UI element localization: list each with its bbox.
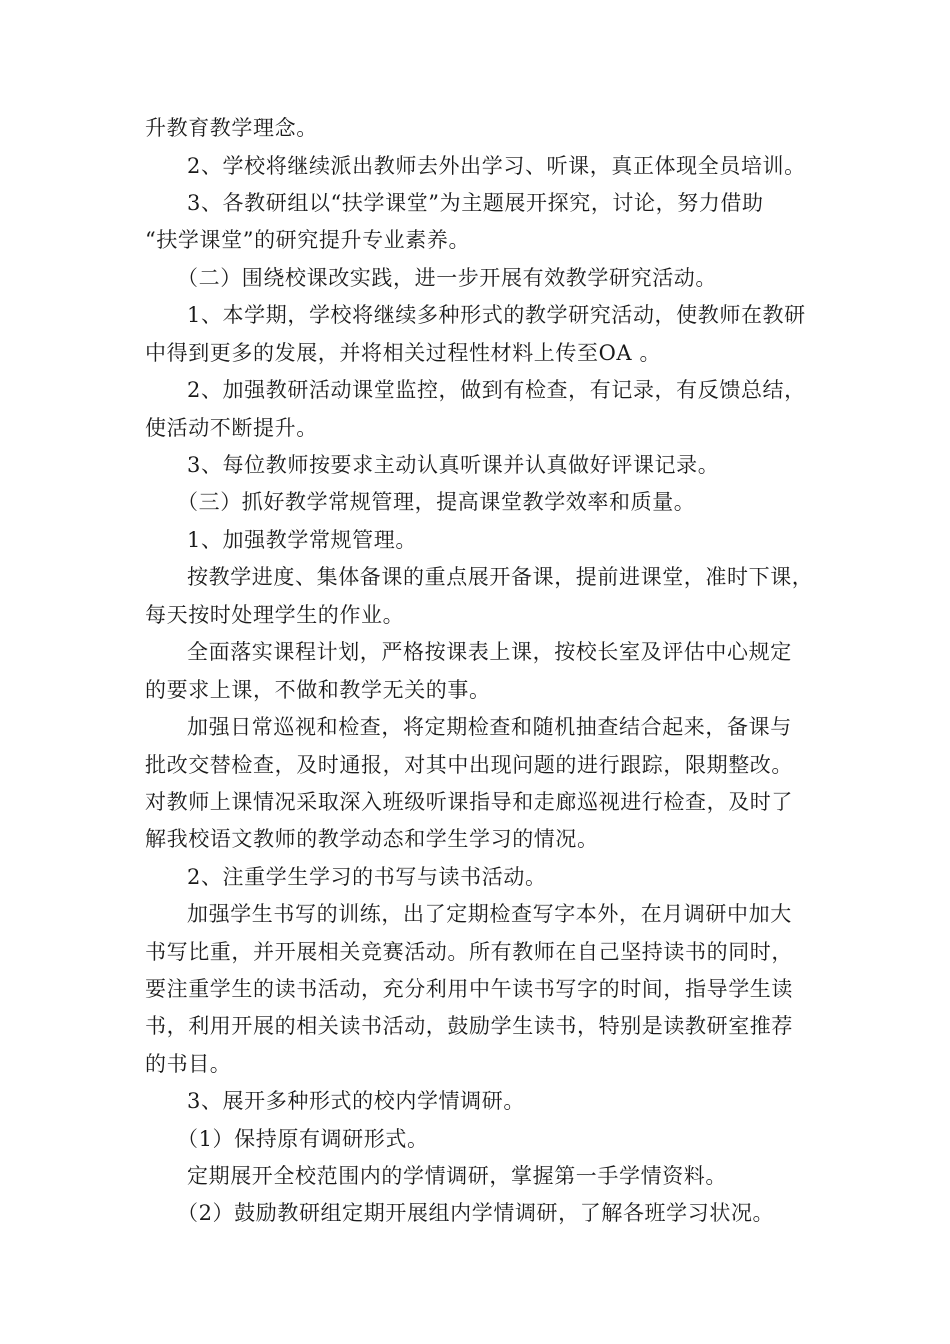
- text-line: 3、各教研组以“扶学课堂”为主题展开探究，讨论，努力借助: [187, 191, 764, 215]
- text-line: 加强日常巡视和检查，将定期检查和随机抽查结合起来，备课与: [187, 715, 792, 739]
- text-line: 的要求上课，不做和教学无关的事。: [145, 678, 491, 702]
- text-line: 批改交替检查，及时通报，对其中出现问题的进行跟踪，限期整改。: [145, 753, 793, 777]
- text-line: 2、注重学生学习的书写与读书活动。: [187, 865, 547, 889]
- section-heading: （三）抓好教学常规管理，提高课堂教学效率和质量。: [177, 490, 696, 514]
- text-line: 加强学生书写的训练，出了定期检查写字本外，在月调研中加大: [187, 902, 792, 926]
- text-line: （1）保持原有调研形式。: [177, 1127, 429, 1151]
- text-line: 1、本学期，学校将继续多种形式的教学研究活动，使教师在教研: [187, 303, 806, 327]
- text-line: （2）鼓励教研组定期开展组内学情调研，了解各班学习状况。: [177, 1201, 775, 1225]
- text-line: 的书目。: [145, 1052, 232, 1076]
- text-line: “扶学课堂”的研究提升专业素养。: [145, 228, 471, 252]
- text-line: 对教师上课情况采取深入班级听课指导和走廊巡视进行检查，及时了: [145, 790, 793, 814]
- text-line: 使活动不断提升。: [145, 416, 318, 440]
- text-line: 1、加强教学常规管理。: [187, 528, 417, 552]
- text-line: 每天按时处理学生的作业。: [145, 603, 405, 627]
- text-line: 中得到更多的发展，并将相关过程性材料上传至OA 。: [145, 341, 662, 365]
- section-heading: （二）围绕校课改实践，进一步开展有效教学研究活动。: [177, 266, 717, 290]
- text-line: 定期展开全校范围内的学情调研，掌握第一手学情资料。: [187, 1164, 727, 1188]
- text-line: 要注重学生的读书活动，充分利用中午读书写字的时间，指导学生读: [145, 977, 793, 1001]
- text-line: 升教育教学理念。: [145, 116, 318, 140]
- text-line: 2、学校将继续派出教师去外出学习、听课，真正体现全员培训。: [187, 154, 806, 178]
- text-line: 2、加强教研活动课堂监控，做到有检查，有记录，有反馈总结，: [187, 378, 806, 402]
- text-line: 全面落实课程计划，严格按课表上课，按校长室及评估中心规定: [187, 640, 792, 664]
- text-line: 3、展开多种形式的校内学情调研。: [187, 1089, 525, 1113]
- text-line: 3、每位教师按要求主动认真听课并认真做好评课记录。: [187, 453, 720, 477]
- text-line: 书写比重，并开展相关竞赛活动。所有教师在自己坚持读书的同时，: [145, 940, 793, 964]
- text-line: 按教学进度、集体备课的重点展开备课，提前进课堂，准时下课，: [187, 565, 814, 589]
- text-line: 解我校语文教师的教学动态和学生学习的情况。: [145, 827, 599, 851]
- text-line: 书，利用开展的相关读书活动，鼓励学生读书，特别是读教研室推荐: [145, 1014, 793, 1038]
